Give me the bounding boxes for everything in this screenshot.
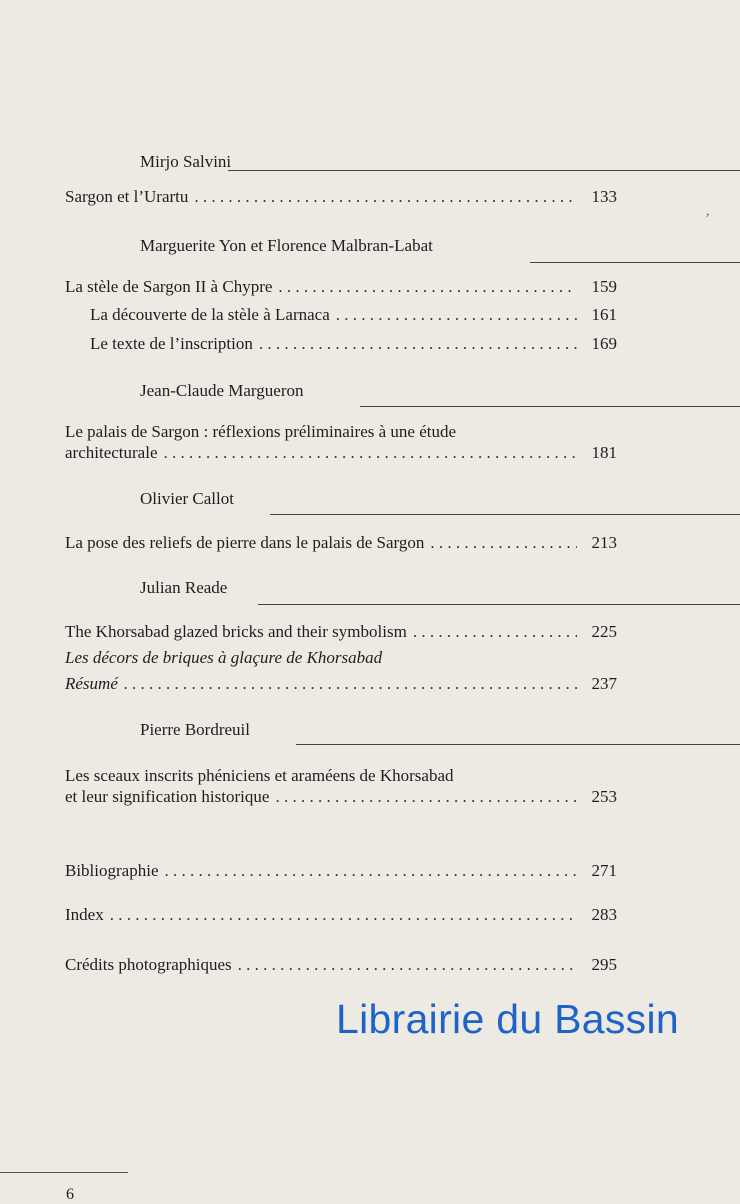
stray-mark: , [706, 204, 710, 219]
entry-page: 295 [591, 955, 617, 974]
entry-page: 271 [591, 861, 617, 880]
toc-entry [65, 647, 617, 694]
entry-page: 161 [591, 305, 617, 324]
watermark: Librairie du Bassin [336, 996, 679, 1042]
leader-dots [110, 904, 577, 925]
entry-page: 237 [591, 674, 617, 693]
leader-dots [413, 621, 577, 642]
toc-subentry [90, 333, 617, 354]
back-matter-entry [65, 892, 617, 925]
leader-dots [430, 532, 577, 553]
entry-page: 253 [591, 787, 617, 806]
back-matter-entry [65, 942, 617, 975]
section-rule [530, 262, 740, 263]
entry-page: 181 [591, 443, 617, 462]
section-author: Julian Reade [140, 578, 228, 597]
footer-rule [0, 1172, 128, 1173]
toc-entry [65, 186, 617, 207]
section-rule [228, 170, 740, 171]
leader-dots [275, 786, 577, 807]
toc-entry [65, 421, 617, 463]
entry-page: 283 [591, 905, 617, 924]
leader-dots [278, 276, 577, 297]
leader-dots [124, 673, 577, 694]
entry-title-line1: Le palais de Sargon : réflexions préliminaires à une étude [65, 422, 457, 441]
entry-title: Bibliographie [65, 861, 159, 880]
entry-title-line1: Les sceaux inscrits phéniciens et araméens de Khorsabad [65, 766, 454, 785]
entry-title: La découverte de la stèle à Larnaca [90, 305, 330, 324]
leader-dots [336, 304, 577, 325]
toc-entry [65, 532, 617, 553]
entry-page: 133 [591, 187, 617, 206]
toc-subentry [90, 304, 617, 325]
entry-title: Sargon et l’Urartu [65, 187, 189, 206]
entry-page: 159 [591, 277, 617, 296]
toc-entry [65, 765, 617, 807]
leader-dots [238, 954, 577, 975]
entry-title: The Khorsabad glazed bricks and their symbolism [65, 622, 407, 641]
section-author: Olivier Callot [140, 489, 234, 508]
section-rule [258, 604, 740, 605]
entry-title: La pose des reliefs de pierre dans le palais de Sargon [65, 533, 425, 552]
entry-title: Résumé [65, 674, 118, 693]
toc-entry [65, 621, 617, 642]
leader-dots [164, 860, 577, 881]
page-number: 6 [66, 1186, 74, 1203]
entry-title: Crédits photographiques [65, 955, 232, 974]
section-author: Mirjo Salvini [140, 152, 232, 171]
entry-page: 225 [591, 622, 617, 641]
entry-title: Le texte de l’inscription [90, 334, 253, 353]
section-author: Marguerite Yon et Florence Malbran-Labat [140, 236, 433, 255]
toc-entry [65, 276, 617, 297]
entry-title: La stèle de Sargon II à Chypre [65, 277, 273, 296]
leader-dots [194, 186, 577, 207]
back-matter-entry [65, 850, 617, 881]
entry-title: et leur signification historique [65, 787, 270, 806]
entry-title: Index [65, 905, 104, 924]
entry-title: architecturale [65, 443, 158, 462]
section-rule [296, 744, 740, 745]
entry-title-line1: Les décors de briques à glaçure de Khorsabad [65, 648, 383, 667]
leader-dots [164, 442, 578, 463]
entry-page: 213 [591, 533, 617, 552]
section-rule [360, 406, 740, 407]
section-author: Pierre Bordreuil [140, 720, 250, 739]
section-rule [270, 514, 740, 515]
entry-page: 169 [591, 334, 617, 353]
leader-dots [259, 333, 577, 354]
section-author: Jean-Claude Margueron [140, 381, 304, 400]
